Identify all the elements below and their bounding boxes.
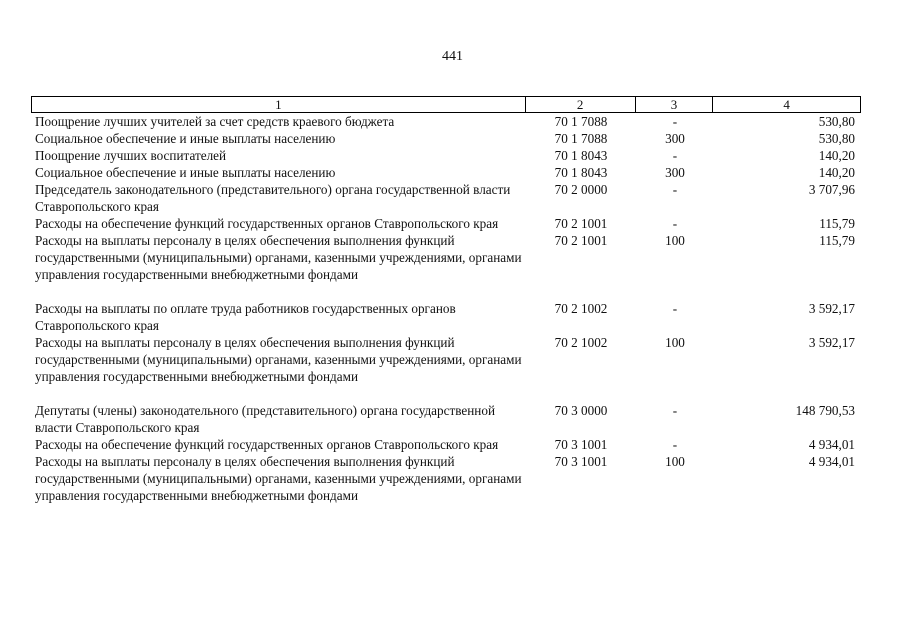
table-row <box>31 232 861 300</box>
header-col-1: 1 <box>32 97 526 112</box>
row-code: 70 2 1002 <box>554 335 608 350</box>
row-name: Социальное обеспечение и иные выплаты населению <box>35 165 336 180</box>
row-code: 70 1 7088 <box>554 131 608 146</box>
row-name: Расходы на выплаты персоналу в целях обеспечения выполнения функций государственными (муниципальными) органами, казенными учреждениями, органами управления государственными внебюджетными фондами <box>35 335 522 384</box>
row-amount: 115,79 <box>819 233 855 248</box>
table-row <box>31 147 861 164</box>
row-amount: 4 934,01 <box>808 454 855 469</box>
row-code: 70 2 0000 <box>554 182 608 197</box>
row-code: 70 1 8043 <box>554 148 608 163</box>
row-name: Поощрение лучших учителей за счет средств краевого бюджета <box>35 114 395 129</box>
row-type: 100 <box>665 335 685 350</box>
row-type: - <box>672 182 678 197</box>
row-code: 70 3 0000 <box>554 403 608 418</box>
row-amount: 115,79 <box>819 216 855 231</box>
row-name: Поощрение лучших воспитателей <box>35 148 227 163</box>
table-row <box>31 402 861 436</box>
row-amount: 3 592,17 <box>808 301 855 316</box>
row-amount: 530,80 <box>818 131 855 146</box>
row-type: - <box>672 216 678 231</box>
row-code: 70 3 1001 <box>554 437 608 452</box>
row-type: 100 <box>665 454 685 469</box>
row-name: Расходы на выплаты по оплате труда работников государственных органов Ставропольского края <box>35 301 456 333</box>
page-number: 441 <box>442 49 463 64</box>
row-amount: 3 707,96 <box>808 182 855 197</box>
row-amount: 140,20 <box>818 165 855 180</box>
row-type: - <box>672 148 678 163</box>
table-row <box>31 130 861 147</box>
table-header <box>31 96 861 113</box>
table-row <box>31 334 861 402</box>
row-code: 70 3 1001 <box>554 454 608 469</box>
table-row <box>31 181 861 215</box>
row-name: Расходы на выплаты персоналу в целях обеспечения выполнения функций государственными (муниципальными) органами, казенными учреждениями, органами управления государственными внебюджетными фондами <box>35 454 522 503</box>
row-amount: 3 592,17 <box>808 335 855 350</box>
row-type: - <box>672 114 678 129</box>
table-row <box>31 453 861 504</box>
row-type: - <box>672 301 678 316</box>
row-code: 70 2 1002 <box>554 301 608 316</box>
row-name: Председатель законодательного (представительного) органа государственной власти Ставропольского края <box>35 182 511 214</box>
row-name: Депутаты (члены) законодательного (представительного) органа государственной власти Ставропольского края <box>35 403 496 435</box>
table-row <box>31 300 861 334</box>
row-code: 70 1 8043 <box>554 165 608 180</box>
header-col-4: 4 <box>783 97 790 112</box>
header-col-3: 3 <box>636 97 714 112</box>
row-code: 70 1 7088 <box>554 114 608 129</box>
table-row <box>31 164 861 181</box>
row-amount: 140,20 <box>818 148 855 163</box>
row-name: Расходы на обеспечение функций государственных органов Ставропольского края <box>35 216 499 231</box>
header-col-2: 2 <box>526 97 636 112</box>
row-amount: 4 934,01 <box>808 437 855 452</box>
table-row <box>31 215 861 232</box>
row-type: 300 <box>665 131 685 146</box>
row-name: Расходы на обеспечение функций государственных органов Ставропольского края <box>35 437 499 452</box>
budget-table <box>31 96 861 504</box>
row-amount: 530,80 <box>818 114 855 129</box>
row-type: - <box>672 403 678 418</box>
row-name: Расходы на выплаты персоналу в целях обеспечения выполнения функций государственными (муниципальными) органами, казенными учреждениями, органами управления государственными внебюджетными фондами <box>35 233 522 282</box>
row-type: 100 <box>665 233 685 248</box>
row-amount: 148 790,53 <box>795 403 855 418</box>
row-type: 300 <box>665 165 685 180</box>
row-type: - <box>672 437 678 452</box>
row-code: 70 2 1001 <box>554 216 608 231</box>
table-row <box>31 436 861 453</box>
row-name: Социальное обеспечение и иные выплаты населению <box>35 131 336 146</box>
row-code: 70 2 1001 <box>554 233 608 248</box>
table-row <box>31 113 861 130</box>
